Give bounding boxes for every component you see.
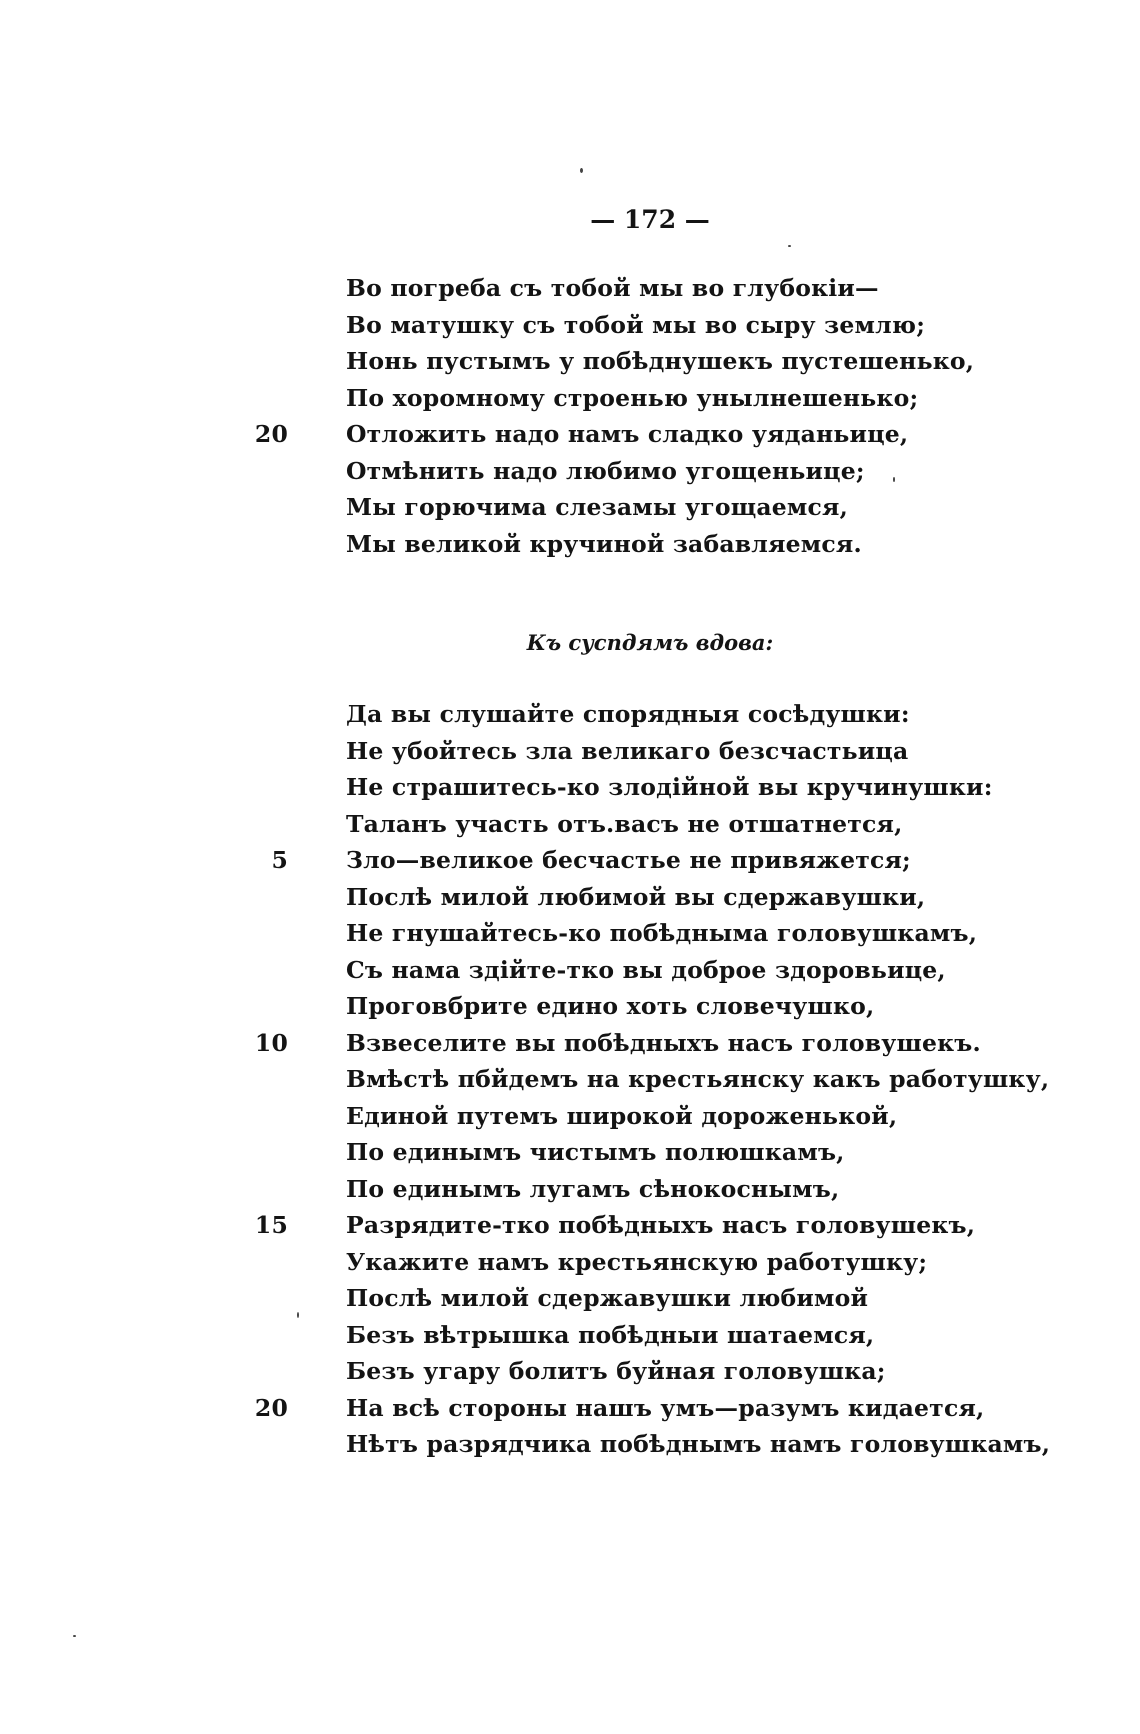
verse-line <box>300 307 974 344</box>
verse-block-2 <box>254 696 1051 1463</box>
verse-line <box>300 1280 1050 1317</box>
line-text: Нонь пустымъ у побѣднушекъ пустешенько, <box>346 347 975 375</box>
verse-line <box>300 769 1050 806</box>
print-speck <box>580 168 583 173</box>
line-text: Отложить надо намъ сладко уяданьице, <box>346 420 909 448</box>
verse-line <box>300 1426 1050 1463</box>
verse-line <box>300 1317 1050 1354</box>
verse-line <box>254 1390 1050 1427</box>
verse-line <box>300 952 1050 989</box>
line-number: 15 <box>254 1211 288 1239</box>
verse-line <box>300 526 974 563</box>
line-number: 10 <box>254 1028 288 1057</box>
verse-line <box>300 915 1050 952</box>
verse-line <box>300 988 1050 1025</box>
line-text: Таланъ участь отъ.васъ не отшатнется, <box>346 809 903 838</box>
verse-line <box>300 806 1050 843</box>
line-text: Съ нама здійте-тко вы доброе здоровьице, <box>346 955 946 984</box>
line-text: Вмѣстѣ пбйдемъ на крестьянску какъ работушку, <box>346 1065 1050 1093</box>
verse-line <box>300 453 974 490</box>
verse-line <box>300 1098 1050 1135</box>
verse-line <box>300 733 1050 770</box>
verse-line <box>300 380 974 417</box>
line-text: Мы великой кручиной забавляемся. <box>346 529 862 558</box>
line-text: Нѣтъ разрядчика побѣднымъ намъ головушкамъ, <box>346 1430 1051 1458</box>
line-text: По единымъ лугамъ сѣнокоснымъ, <box>346 1174 840 1203</box>
verse-line <box>254 416 974 453</box>
section-heading: Къ суспдямъ вдова: <box>526 630 774 655</box>
line-text: По единымъ чистымъ полюшкамъ, <box>346 1138 845 1166</box>
print-speck <box>73 1635 76 1637</box>
line-text: Мы горючима слезамы угощаемся, <box>346 493 849 521</box>
line-text: Да вы слушайте спорядныя сосѣдушки: <box>346 700 910 728</box>
line-number: 5 <box>271 846 288 874</box>
line-text: Безъ угару болитъ буйная головушка; <box>346 1357 886 1385</box>
line-text: Отмѣнить надо любимо угощеньице; <box>346 456 865 485</box>
line-number: 20 <box>254 1393 288 1422</box>
verse-line <box>300 1353 1050 1390</box>
line-text: Не страшитесь-ко злодійной вы кручинушки: <box>346 773 993 801</box>
print-speck <box>788 245 791 247</box>
line-number: 20 <box>254 420 288 448</box>
verse-line <box>271 842 1050 879</box>
line-text: Во матушку съ тобой мы во сыру землю; <box>346 310 926 339</box>
verse-line <box>254 1025 1050 1062</box>
line-text: Безъ вѣтрышка побѣдныи шатаемся, <box>346 1320 875 1349</box>
verse-line <box>300 1061 1050 1098</box>
line-text: Разрядите-тко побѣдныхъ насъ головушекъ, <box>346 1211 976 1239</box>
line-text: Послѣ милой сдержавушки любимой <box>346 1284 869 1312</box>
verse-line <box>300 270 974 307</box>
verse-line <box>254 1207 1050 1244</box>
line-text: Не гнушайтесь-ко побѣдныма головушкамъ, <box>346 919 978 947</box>
verse-line <box>300 343 974 380</box>
line-text: Не убойтесь зла великаго безсчастьица <box>346 736 909 765</box>
line-text: Проговбрите едино хоть словечушко, <box>346 992 875 1020</box>
verse-line <box>300 1134 1050 1171</box>
verse-line <box>300 489 974 526</box>
verse-block-1 <box>254 270 975 562</box>
print-speck <box>297 1312 299 1318</box>
line-text: Взвеселите вы побѣдныхъ насъ головушекъ. <box>346 1028 981 1057</box>
verse-line <box>300 1244 1050 1281</box>
verse-line <box>300 696 1050 733</box>
line-text: Послѣ милой любимой вы сдержавушки, <box>346 882 926 911</box>
line-text: Зло—великое бесчастье не привяжется; <box>346 846 911 874</box>
line-text: На всѣ стороны нашъ умъ—разумъ кидается, <box>346 1393 985 1422</box>
line-text: Во погреба съ тобой мы во глубокіи— <box>346 274 879 302</box>
line-text: Укажите намъ крестьянскую работушку; <box>346 1247 928 1276</box>
line-text: По хоромному строенью унылнешенько; <box>346 383 919 412</box>
page-number: — 172 — <box>590 205 710 234</box>
verse-line <box>300 879 1050 916</box>
line-text: Единой путемъ широкой дороженькой, <box>346 1101 898 1130</box>
verse-line <box>300 1171 1050 1208</box>
